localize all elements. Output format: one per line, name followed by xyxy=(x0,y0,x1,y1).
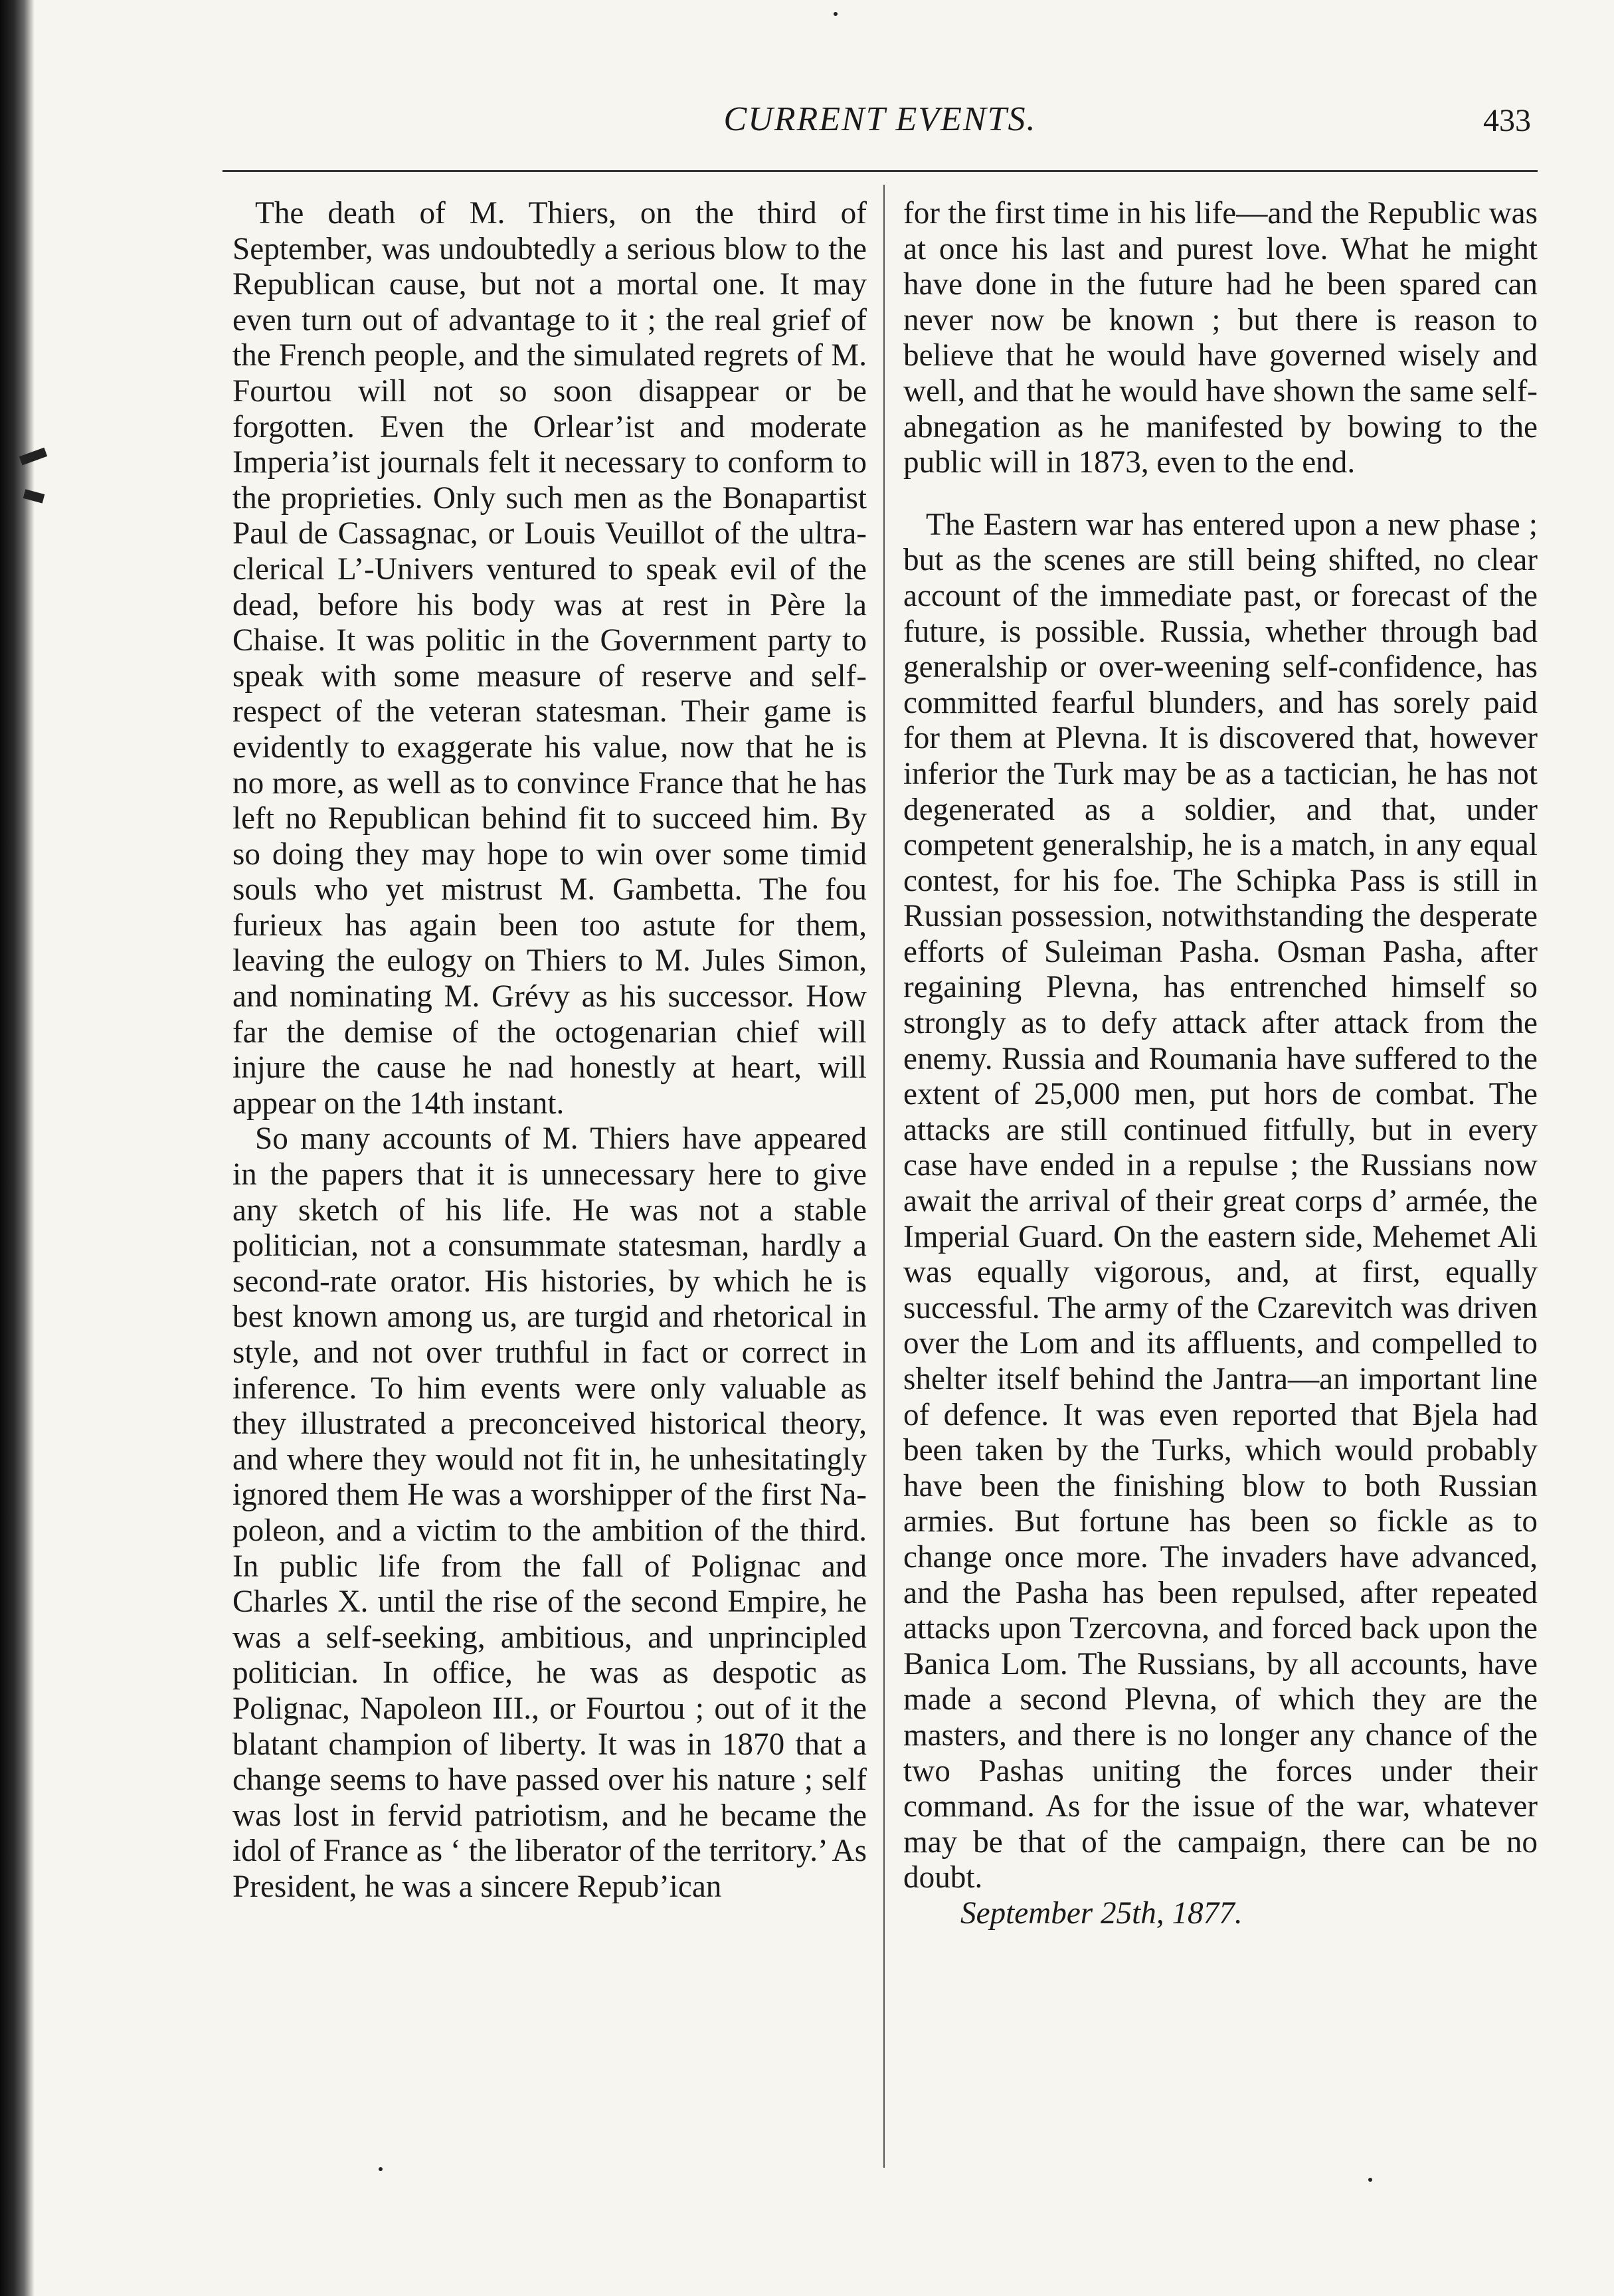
scan-speck xyxy=(1368,2178,1372,2182)
paragraph-thiers-life: So many accounts of M. Thiers have appeared in the papers that it is unnecessary here to give any sketch of his life. He was not a stable politician, not a consummate statesman, hardly a second-rate orator. His histories, by which he is best known among us, are turgid and rhetorical in style, and not over truthful in fact or correct in inference. To him events were only valuable as they illustrated a preconceived historical theory, and where they would not fit in, he unhesitatingly ignored them He was a worshipper of the first Napoleon, and a victim to the ambition of the third. In public life from the fall of Polignac and Charles X. until the rise of the second Empire, he was a self-seeking, ambitious, and unprincipled politician. In office, he was as despotic as Polignac, Napoleon III., or Fourtou ; out of it the blatant champion of liberty. It was in 1870 that a change seems to have passed over his nature ; self was lost in fervid patriotism, and he became the idol of France as ‘ the liberator of the territory.’ As President, he was a sincere Repub’ican xyxy=(232,1121,867,1904)
paragraph-thiers-death: The death of M. Thiers, on the third of September, was undoubtedly a serious blow to the Republican cause, but not a mortal one. It may even turn out of advantage to it ; the real grief of the French people, and the simulated regrets of M. Fourtou will not so soon disappear or be forgotten. Even the Orlear’ist and moderate Imperia’ist journals felt it necessary to conform to the proprieties. Only such men as the Bonapartist Paul de Cassagnac, or Louis Veuillot of the ultra-clerical L’-Univers ventured to speak evil of the dead, before his body was at rest in Père la Chaise. It was politic in the Government party to speak with some measure of reserve and self-respect of the veteran statesman. Their game is evidently to exaggerate his value, now that he is no more, as well as to convince France that he has left no Republican behind fit to succeed him. By so doing they may hope to win over some timid souls who yet mistrust M. Gambetta. The fou furieux has again been too astute for them, leaving the eulogy on Thiers to M. Jules Simon, and nominating M. Grévy as his successor. How far the demise of the octogenarian chief will injure the cause he nad honestly at heart, will appear on the 14th instant. xyxy=(232,196,867,1121)
page-header xyxy=(223,100,1538,159)
scan-speck xyxy=(834,12,838,16)
paragraph-thiers-continued: for the first time in his life—and the Republic was at once his last and purest love. What he might have done in the future had he been spared can never now be known ; but there is reason to believe that he would have governed wisely and well, and that he would have shown the same self-abnegation as he manifested by bowing to the public will in 1873, even to the end. xyxy=(903,196,1538,480)
dateline-signature: September 25th, 1877. xyxy=(960,1895,1243,1931)
column-divider xyxy=(883,185,885,2168)
paragraph-eastern-war: The Eastern war has entered upon a new phase ; but as the scenes are still being shifted, no clear account of the immediate past, or forecast of the future, is possible. Russia, whether through bad generalship or over-weening self-confidence, has committed fearful blunders, and has sorely paid for them at Plevna. It is discovered that, however inferior the Turk may be as a tactician, he has not degenerated as a soldier, and that, under competent generalship, he is a match, in any equal contest, for his foe. The Schipka Pass is still in Russian possession, notwithstanding the desperate efforts of Suleiman Pasha. Osman Pasha, after regaining Plevna, has entrenched himself so strongly as to defy attack after attack from the enemy. Russia and Roumania have suffered to the extent of 25,000 men, put hors de combat. The attacks are still continued fitfully, but in every case have ended in a repulse ; the Russians now await the arrival of their great corps d’ armée, the Imperial Guard. On the eastern side, Mehemet Ali was equally vigorous, and, at first, equally successful. The army of the Czarevitch was driven over the Lom and its affluents, and compelled to shelter itself behind the Jantra—an important line of defence. It was even reported that Bjela had been taken by the Turks, which would probably have been the finishing blow to both Russian armies. But fortune has been so fickle as to change once more. The invaders have advanced, and the Pasha has been repulsed, after repeated attacks upon Tzercovna, and forced back upon the Banica Lom. The Russians, by all accounts, have made a second Plevna, of which they are the masters, and there is no longer any chance of the two Pashas uniting the forces under their command. As for the issue of the war, whatever may be that of the campaign, there can be no doubt. xyxy=(903,507,1538,1895)
page-number: 433 xyxy=(1483,103,1531,138)
scan-speck xyxy=(379,2167,383,2171)
right-column xyxy=(903,196,1538,1932)
running-title: CURRENT EVENTS. xyxy=(723,100,1037,138)
header-rule xyxy=(223,170,1538,172)
left-column xyxy=(232,196,867,1905)
binding-edge xyxy=(0,0,35,2296)
